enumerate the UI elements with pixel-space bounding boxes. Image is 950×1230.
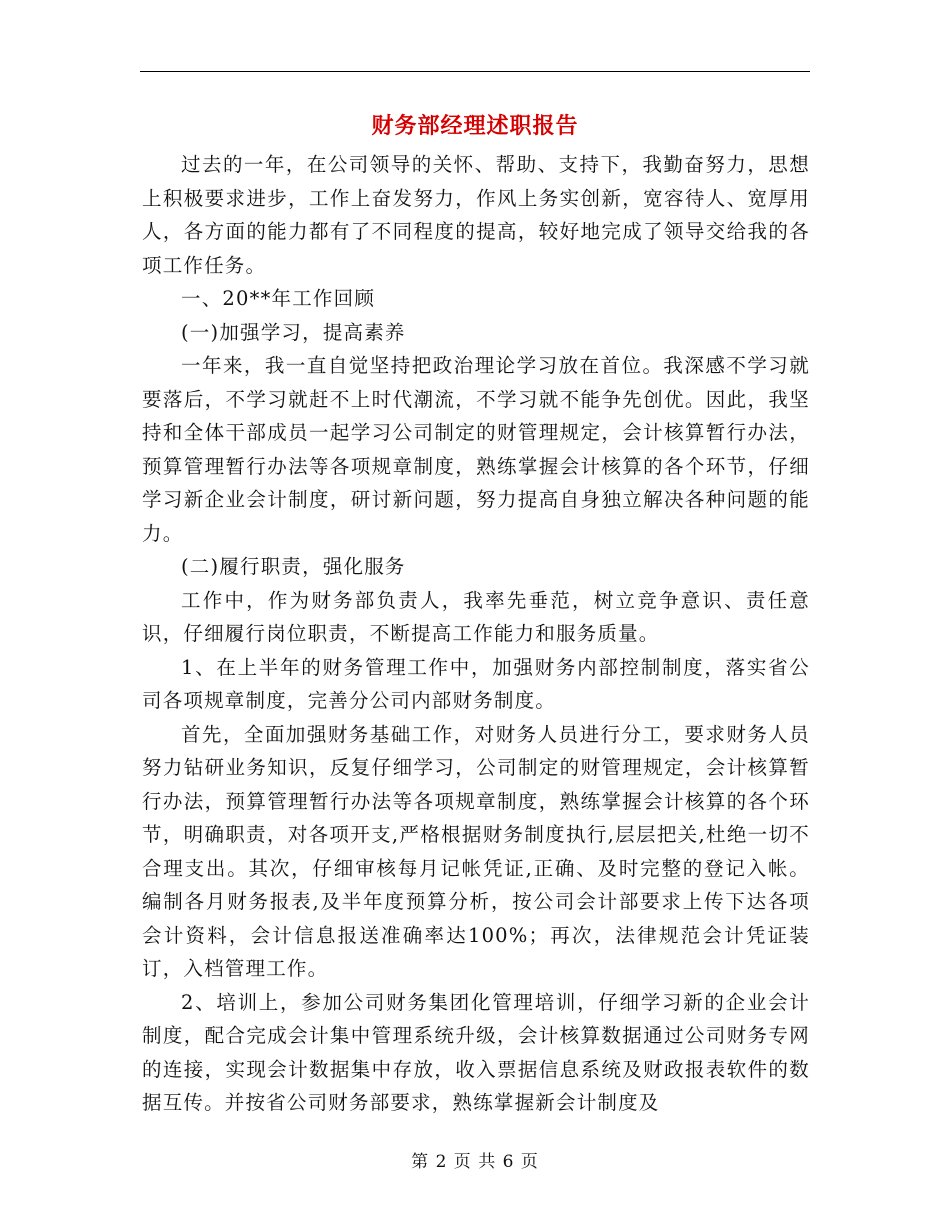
document-title: 财务部经理述职报告 xyxy=(371,113,579,139)
subsection-heading-duties: (二)履行职责，强化服务 xyxy=(181,555,406,578)
paragraph-duties: 工作中，作为财务部负责人，我率先垂范，树立竞争意识、责任意识，仔细履行岗位职责，不断提高工作能力和服务质量。 xyxy=(142,588,810,645)
paragraph-study: 一年来，我一直自觉坚持把政治理论学习放在首位。我深感不学习就要落后，不学习就赶不上时代潮流，不学习就不能争先创优。因此，我坚持和全体干部成员一起学习公司制定的财管理规定，会计核算暂行办法，预算管理暂行办法等各项规章制度，熟练掌握会计核算的各个环节，仔细学习新企业会计制度，研讨新问题，努力提高自身独立解决各种问题的能力。 xyxy=(142,354,810,545)
section-heading-review: 一、20**年工作回顾 xyxy=(181,287,376,310)
subsection-heading-study: (一)加强学习，提高素养 xyxy=(181,320,406,344)
paragraph-intro: 过去的一年，在公司领导的关怀、帮助、支持下，我勤奋努力，思想上积极要求进步，工作上奋发努力，作风上务实创新，宽容待人、宽厚用人，各方面的能力都有了不同程度的提高，较好地完成了领导交给我的各项工作任务。 xyxy=(142,153,810,277)
page-number: 第 2 页 共 6 页 xyxy=(411,1152,539,1172)
header-rule xyxy=(140,71,810,72)
paragraph-details: 首先，全面加强财务基础工作，对财务人员进行分工，要求财务人员努力钻研业务知识，反复仔细学习，公司制定的财管理规定，会计核算暂行办法，预算管理暂行办法等各项规章制度，熟练掌握会计核算的各个环节，明确职责，对各项开支,严格根据财务制度执行,层层把关,杜绝一切不合理支出。其次，仔细审核每月记帐凭证,正确、及时完整的登记入帐。编制各月财务报表,及半年度预算分析，按公司会计部要求上传下达各项会计资料，会计信息报送准确率达100%；再次，法律规范会计凭证装订，入档管理工作。 xyxy=(142,722,810,980)
paragraph-item-1: 1、在上半年的财务管理工作中，加强财务内部控制制度，落实省公司各项规章制度，完善分公司内部财务制度。 xyxy=(142,655,810,712)
document-body xyxy=(142,148,810,1120)
paragraph-item-2: 2、培训上，参加公司财务集团化管理培训，仔细学习新的企业会计制度，配合完成会计集中管理系统升级，会计核算数据通过公司财务专网的连接，实现会计数据集中存放，收入票据信息系统及财政报表软件的数据互传。并按省公司财务部要求，熟练掌握新会计制度及 xyxy=(142,990,810,1114)
